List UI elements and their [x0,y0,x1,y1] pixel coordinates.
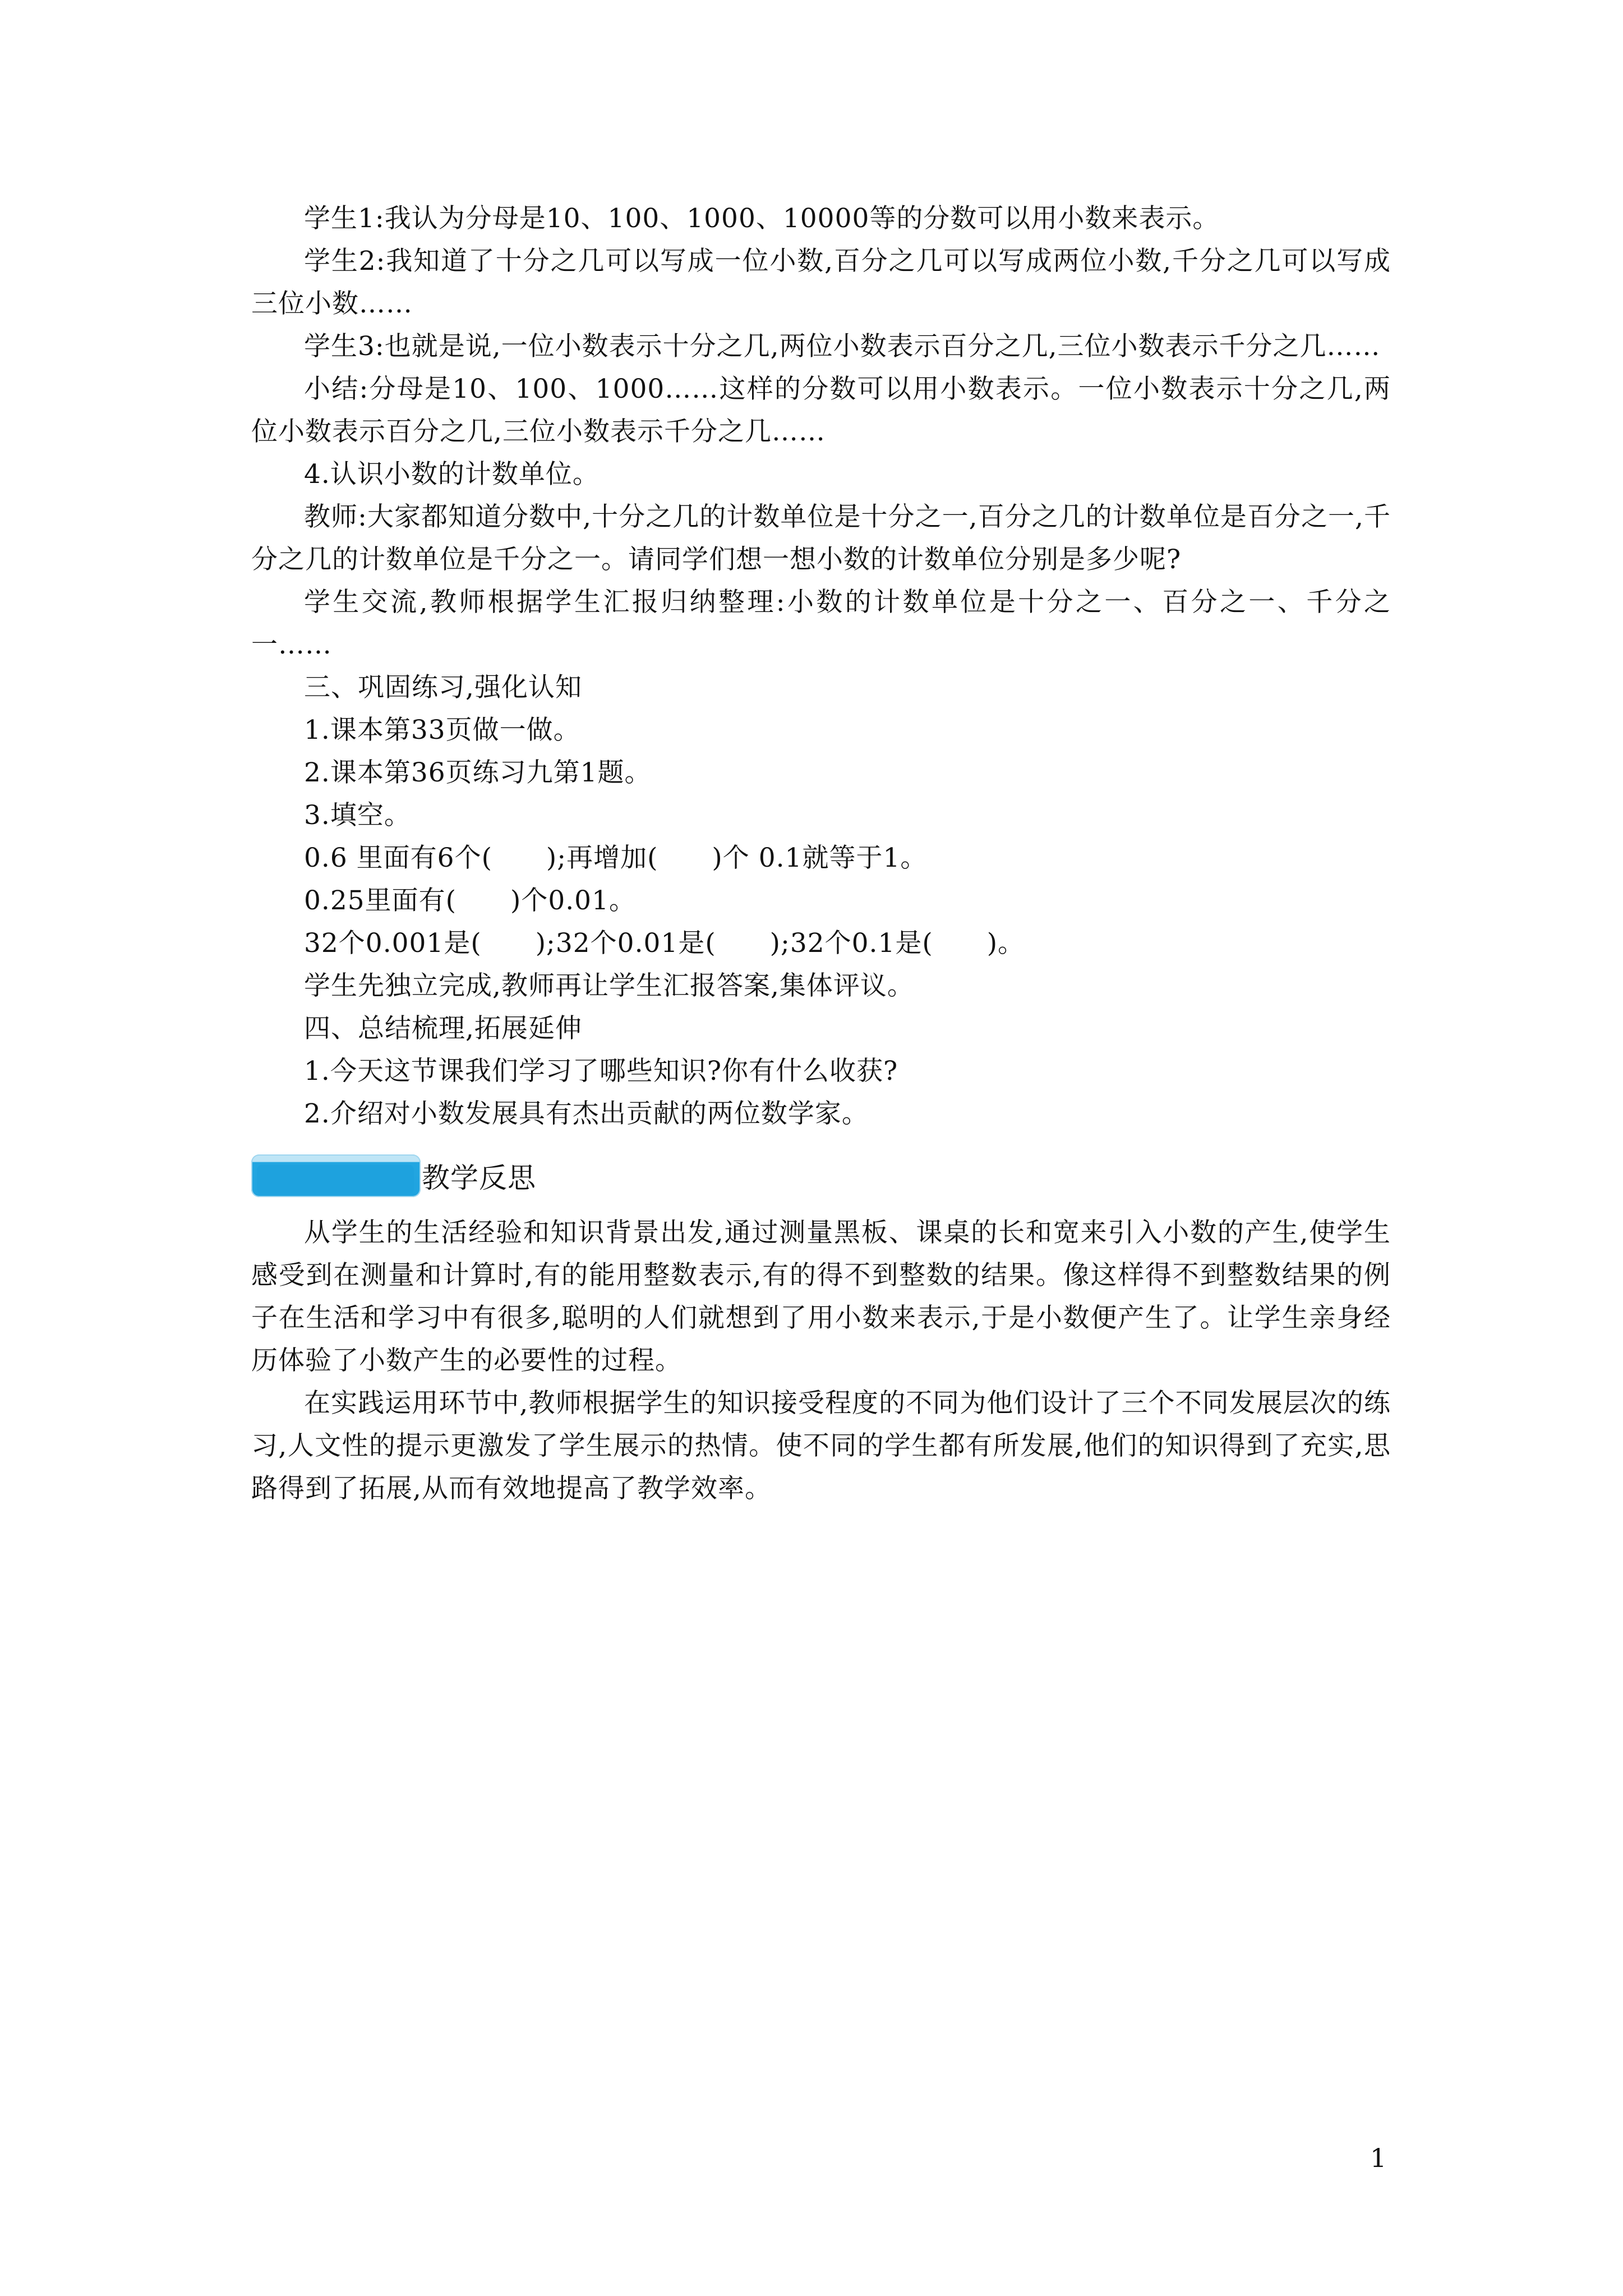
student-2-paragraph: 学生2:我知道了十分之几可以写成一位小数,百分之几可以写成两位小数,千分之几可以写成三位小数…… [251,246,1391,319]
student-3-paragraph: 学生3:也就是说,一位小数表示十分之几,两位小数表示百分之几,三位小数表示千分之几…… [304,331,1381,362]
fill-blank-1: 0.6 里面有6个( );再增加( )个 0.1就等于1。 [304,843,928,873]
fill-blank-2: 0.25里面有( )个0.01。 [304,885,636,916]
reflection-title: 教学反思 [422,1162,536,1194]
page-number: 1 [1370,2143,1387,2173]
student-exchange-paragraph: 学生交流,教师根据学生汇报归纳整理:小数的计数单位是十分之一、百分之一、千分之一…… [251,587,1391,660]
section-tab-decoration [251,1154,421,1197]
independent-work-paragraph: 学生先独立完成,教师再让学生汇报答案,集体评议。 [304,970,914,1001]
fill-blank-3: 32个0.001是( );32个0.01是( );32个0.1是( )。 [304,928,1025,959]
exercise-3-heading: 3.填空。 [304,800,411,831]
reflection-paragraph-1: 从学生的生活经验和知识背景出发,通过测量黑板、课桌的长和宽来引入小数的产生,使学生感受到在测量和计算时,有的能用整数表示,有的得不到整数的结果。像这样得不到整数结果的例子在生活和学习中有很多,聪明的人们就想到了用小数来表示,于是小数便产生了。让学生亲身经历体验了小数产生的必要性的过程。 [251,1217,1391,1376]
summary-question-1: 1.今天这节课我们学习了哪些知识?你有什么收获? [304,1056,898,1087]
reflection-header [251,1141,1391,1208]
teacher-paragraph: 教师:大家都知道分数中,十分之几的计数单位是十分之一,百分之几的计数单位是百分之一,千分之几的计数单位是千分之一。请同学们想一想小数的计数单位分别是多少呢? [251,501,1391,575]
exercise-2: 2.课本第36页练习九第1题。 [304,757,652,788]
page-content [251,197,1391,1510]
section-4-heading: 四、总结梳理,拓展延伸 [304,1013,582,1044]
student-1-paragraph: 学生1:我认为分母是10、100、1000、10000等的分数可以用小数来表示。 [304,203,1220,234]
step-4-heading: 4.认识小数的计数单位。 [304,459,600,490]
reflection-paragraph-2: 在实践运用环节中,教师根据学生的知识接受程度的不同为他们设计了三个不同发展层次的练习,人文性的提示更激发了学生展示的热情。使不同的学生都有所发展,他们的知识得到了充实,思路得到了拓展,从而有效地提高了教学效率。 [251,1388,1391,1504]
exercise-1: 1.课本第33页做一做。 [304,715,580,746]
section-3-heading: 三、巩固练习,强化认知 [304,672,582,703]
summary-question-2: 2.介绍对小数发展具有杰出贡献的两位数学家。 [304,1098,869,1129]
summary-paragraph: 小结:分母是10、100、1000……这样的分数可以用小数表示。一位小数表示十分之几,两位小数表示百分之几,三位小数表示千分之几…… [251,374,1391,447]
